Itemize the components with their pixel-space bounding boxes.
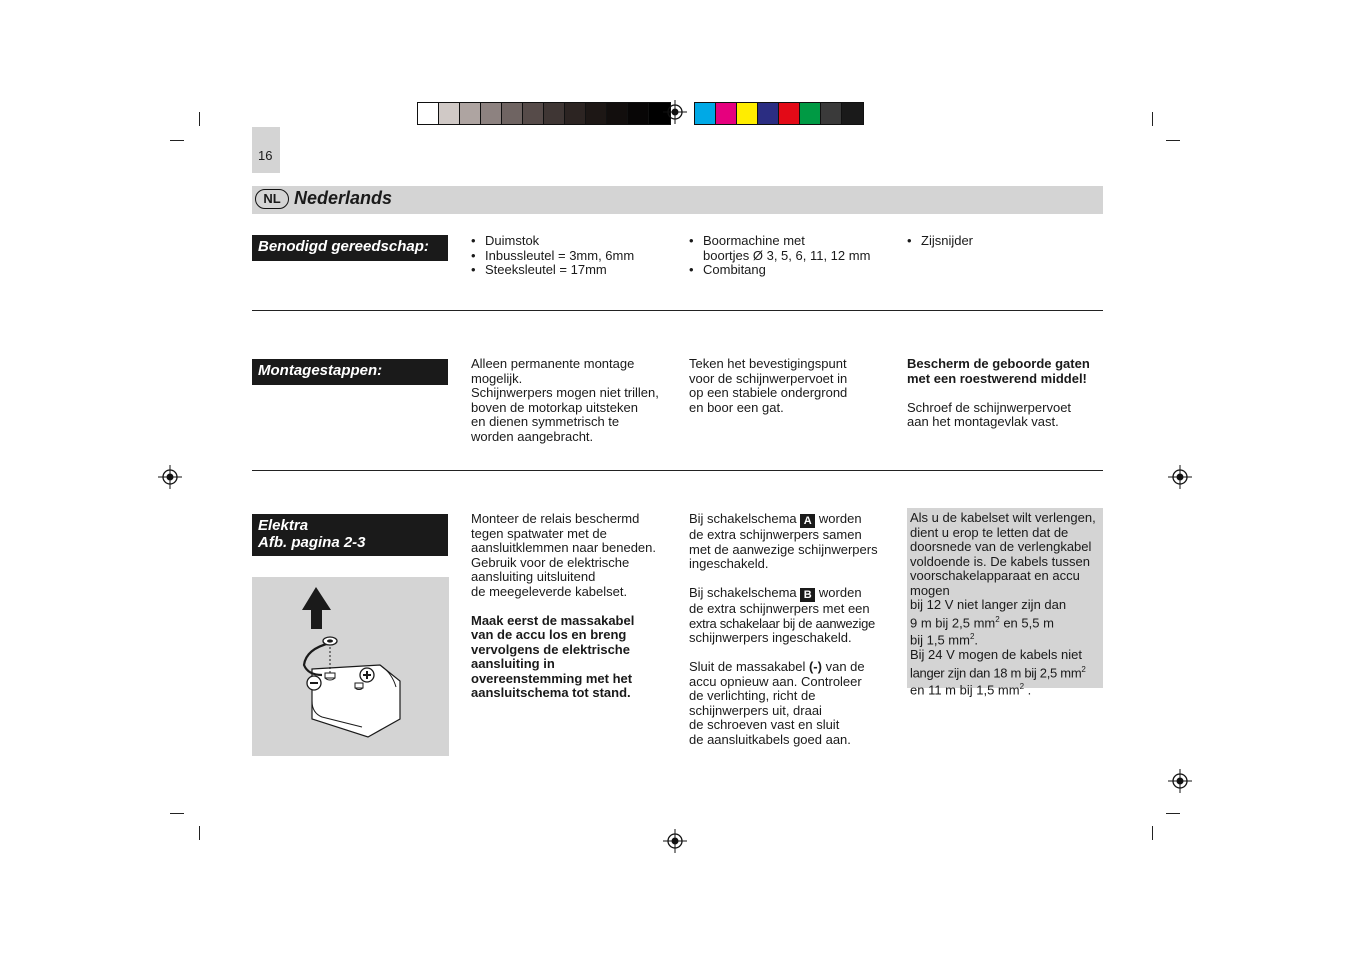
mounting-column-3: Bescherm de geboorde gaten met een roestwerend middel! Schroef de schijnwerpervoet aan het montagevlak vast. [907, 356, 1090, 429]
tools-column-1 [471, 234, 676, 278]
list-item: • Zijsnijder [907, 234, 1103, 249]
crop-mark [1166, 813, 1180, 814]
crop-mark [1152, 826, 1153, 840]
tools-column-2 [689, 234, 899, 278]
electrics-column-1: Monteer de relais beschermd tegen spatwater met de aansluitklemmen naar beneden. Gebruik voor de elektrische aansluiting uitsluitend de meegeleverde kabelset. Maak eerst de massakabel van de accu los en breng vervolgens de elektrische aansluiting in overeenstemming met het aansluitschema tot stand. [471, 511, 657, 700]
color-swatch [565, 103, 586, 124]
mounting-column-2: Teken het bevestigingspunt voor de schijnwerpervoet in op een stabiele ondergrond en boor een gat. [689, 356, 848, 415]
color-swatch [800, 103, 821, 124]
gray-color-bar [417, 102, 671, 125]
process-color-bar [694, 102, 864, 125]
color-swatch [544, 103, 565, 124]
battery-illustration [252, 577, 449, 756]
schema-b-badge: B [800, 588, 815, 602]
color-swatch [842, 103, 863, 124]
color-swatch [695, 103, 716, 124]
crop-mark [199, 112, 200, 126]
tools-column-3 [907, 234, 1103, 249]
color-swatch [418, 103, 439, 124]
registration-mark-icon [1168, 465, 1192, 489]
crop-mark [170, 140, 184, 141]
color-swatch [607, 103, 628, 124]
language-title: Nederlands [294, 188, 393, 208]
schema-a-badge: A [800, 514, 815, 528]
mounting-column-1: Alleen permanente montage mogelijk. Schijnwerpers mogen niet trillen, boven de motorkap uitsteken en dienen symmetrisch te worden aangebracht. [471, 356, 659, 444]
section-divider [252, 470, 1103, 471]
list-item: • Steeksleutel = 17mm [471, 263, 676, 278]
registration-mark-icon [663, 100, 687, 124]
color-swatch [716, 103, 737, 124]
battery-diagram-icon [252, 577, 449, 756]
list-item: • Combitang [689, 263, 899, 278]
registration-mark-icon [663, 829, 687, 853]
color-swatch [779, 103, 800, 124]
color-swatch [628, 103, 649, 124]
list-item: • Boormachine met boortjes Ø 3, 5, 6, 11, 12 mm [689, 234, 899, 263]
color-swatch [481, 103, 502, 124]
color-swatch [821, 103, 842, 124]
color-swatch [586, 103, 607, 124]
color-swatch [502, 103, 523, 124]
section-label-mounting: Montagestappen: [252, 359, 448, 385]
language-code-badge: NL [255, 189, 289, 209]
warning-text: met een roestwerend middel! [907, 370, 1087, 386]
cable-extension-note: Als u de kabelset wilt verlengen, dient u erop te letten dat de doorsnede van de verlengkabel voldoende is. De kabels tussen voorschakelapparaat en accu mogen bij 12 V niet langer zijn dan 9 m bij 2,5 $mm^2$ en 5,5 m bij 1,5 $mm^2$. Bij 24 V mogen de kabels niet langer zijn dan 18 m bij 2,5 $mm^2$ en 11 m bij 1,5 $mm^2$ . [910, 510, 1096, 698]
section-label-tools: Benodigd gereedschap: [252, 235, 448, 261]
crop-mark [199, 826, 200, 840]
color-swatch [460, 103, 481, 124]
color-swatch [737, 103, 758, 124]
electrics-column-2: Bij schakelschema A worden de extra schijnwerpers samen met de aanwezige schijnwerpers ingeschakeld. Bij schakelschema B worden de extra schijnwerpers met een extra schakelaar bij de aanwezige schijnwerpers ingeschakeld. Sluit de massakabel (-) van de accu opnieuw aan. Controleer de verlichting, richt de schijnwerpers uit, draai de schroeven vast en sluit de aansluitkabels goed aan. [689, 511, 878, 747]
section-label-electrics: Elektra Afb. pagina 2-3 [252, 514, 448, 556]
section-divider [252, 310, 1103, 311]
color-swatch [758, 103, 779, 124]
warning-text: Bescherm de geboorde gaten [907, 356, 1090, 371]
crop-mark [170, 813, 184, 814]
registration-mark-icon [158, 465, 182, 489]
color-swatch [439, 103, 460, 124]
arrow-up-icon [302, 587, 331, 629]
color-swatch [523, 103, 544, 124]
crop-mark [1152, 112, 1153, 126]
crop-mark [1166, 140, 1180, 141]
registration-mark-icon [1168, 769, 1192, 793]
page-number: 16 [258, 148, 273, 163]
list-item: • Duimstok [471, 234, 676, 249]
list-item: • Inbussleutel = 3mm, 6mm [471, 249, 676, 264]
